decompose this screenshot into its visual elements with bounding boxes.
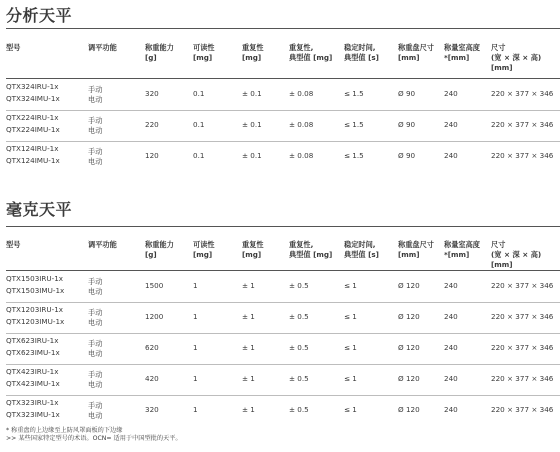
table-row — [0, 302, 560, 333]
footnotes — [6, 427, 182, 443]
header-chamber-height — [444, 43, 480, 63]
chamber-height-value: 240 — [444, 281, 458, 290]
stabilization-value: ≤ 1 — [344, 374, 357, 383]
header-line: [mg] — [193, 250, 213, 259]
table-row — [0, 79, 560, 110]
stabilization-value: ≤ 1 — [344, 312, 357, 321]
capacity-value: 320 — [145, 405, 159, 414]
header-line: [mm] — [398, 250, 420, 259]
section-top-rule — [6, 226, 560, 227]
leveling-method: 手动 — [88, 116, 103, 125]
leveling-method: 电动 — [88, 287, 103, 296]
stabilization-value: ≤ 1.5 — [344, 89, 364, 98]
chamber-height-value: 240 — [444, 405, 458, 414]
model-names — [6, 397, 60, 421]
header-repeatability — [242, 43, 264, 63]
capacity-value: 1200 — [145, 312, 164, 321]
capacity-value: 220 — [145, 120, 159, 129]
dimensions-value: 220 × 377 × 346 — [491, 312, 554, 321]
capacity-value: 320 — [145, 89, 159, 98]
table-row — [0, 141, 560, 172]
pan-size-value: Ø 120 — [398, 312, 420, 321]
header-line: [g] — [145, 53, 157, 62]
dimensions-value: 220 × 377 × 346 — [491, 89, 554, 98]
model-name: QTX323IRU-1x — [6, 398, 59, 407]
header-readability — [193, 240, 215, 260]
header-line: *[mm] — [444, 53, 470, 62]
readability-value: 1 — [193, 281, 198, 290]
model-name: QTX224IRU-1x — [6, 113, 59, 122]
header-readability — [193, 43, 215, 63]
header-chamber-height — [444, 240, 480, 260]
capacity-value: 120 — [145, 151, 159, 160]
stabilization-value: ≤ 1.5 — [344, 120, 364, 129]
model-names — [6, 366, 60, 390]
header-line: 稳定时间, — [344, 240, 376, 249]
header-dimensions — [491, 43, 541, 73]
header-line: 称量室高度 — [444, 240, 480, 249]
model-name: QTX1503IMU-1x — [6, 286, 65, 295]
header-typical-repeatability — [289, 43, 332, 63]
header-typical-repeatability — [289, 240, 332, 260]
header-capacity — [145, 43, 174, 63]
header-line: 稳定时间, — [344, 43, 376, 52]
model-names — [6, 273, 64, 297]
capacity-value: 620 — [145, 343, 159, 352]
header-stabilization — [344, 240, 379, 260]
header-line: 可读性 — [193, 43, 215, 52]
stabilization-value: ≤ 1 — [344, 343, 357, 352]
model-names — [6, 143, 60, 167]
dimensions-value: 220 × 377 × 346 — [491, 120, 554, 129]
typical-repeatability-value: ± 0.08 — [289, 151, 314, 160]
table-row — [0, 395, 560, 426]
leveling-method: 电动 — [88, 380, 103, 389]
chamber-height-value: 240 — [444, 89, 458, 98]
leveling-methods — [88, 116, 102, 136]
header-leveling: 调平功能 — [88, 240, 117, 249]
readability-value: 0.1 — [193, 120, 205, 129]
model-name: QTX423IMU-1x — [6, 379, 60, 388]
typical-repeatability-value: ± 0.5 — [289, 312, 309, 321]
typical-repeatability-value: ± 0.5 — [289, 343, 309, 352]
dimensions-value: 220 × 377 × 346 — [491, 374, 554, 383]
leveling-methods — [88, 308, 102, 328]
header-line: (宽 × 深 × 高) — [491, 53, 542, 62]
pan-size-value: Ø 90 — [398, 151, 416, 160]
chamber-height-value: 240 — [444, 151, 458, 160]
leveling-method: 手动 — [88, 370, 103, 379]
header-line: 重复性 — [242, 240, 264, 249]
model-name: QTX1203IRU-1x — [6, 305, 64, 314]
leveling-method: 电动 — [88, 411, 103, 420]
pan-size-value: Ø 120 — [398, 343, 420, 352]
model-name: QTX324IRU-1x — [6, 82, 59, 91]
leveling-methods — [88, 85, 102, 105]
header-line: 可读性 — [193, 240, 215, 249]
header-line: 称重能力 — [145, 240, 174, 249]
header-line: (宽 × 深 × 高) — [491, 250, 542, 259]
leveling-method: 电动 — [88, 349, 103, 358]
header-capacity — [145, 240, 174, 260]
header-line: 重复性, — [289, 43, 314, 52]
repeatability-value: ± 1 — [242, 405, 255, 414]
header-model: 型号 — [6, 43, 21, 52]
readability-value: 1 — [193, 374, 198, 383]
stabilization-value: ≤ 1 — [344, 281, 357, 290]
model-name: QTX224IMU-1x — [6, 125, 60, 134]
capacity-value: 420 — [145, 374, 159, 383]
header-stabilization — [344, 43, 379, 63]
leveling-method: 电动 — [88, 95, 103, 104]
header-line: [mm] — [491, 63, 513, 72]
repeatability-value: ± 1 — [242, 374, 255, 383]
dimensions-value: 220 × 377 × 346 — [491, 405, 554, 414]
dimensions-value: 220 × 377 × 346 — [491, 281, 554, 290]
readability-value: 1 — [193, 405, 198, 414]
leveling-methods — [88, 339, 102, 359]
leveling-method: 电动 — [88, 157, 103, 166]
model-name: QTX124IMU-1x — [6, 156, 60, 165]
table-row — [0, 271, 560, 302]
leveling-method: 手动 — [88, 147, 103, 156]
model-names — [6, 335, 60, 359]
leveling-method: 电动 — [88, 126, 103, 135]
header-line: [mg] — [242, 250, 262, 259]
header-line: 尺寸 — [491, 240, 506, 249]
model-name: QTX324IMU-1x — [6, 94, 60, 103]
leveling-method: 手动 — [88, 85, 103, 94]
typical-repeatability-value: ± 0.5 — [289, 374, 309, 383]
model-name: QTX423IRU-1x — [6, 367, 59, 376]
repeatability-value: ± 1 — [242, 312, 255, 321]
chamber-height-value: 240 — [444, 374, 458, 383]
header-line: 称重盘尺寸 — [398, 43, 434, 52]
dimensions-value: 220 × 377 × 346 — [491, 343, 554, 352]
leveling-methods — [88, 401, 102, 421]
chamber-height-value: 240 — [444, 343, 458, 352]
leveling-method: 手动 — [88, 308, 103, 317]
header-dimensions — [491, 240, 541, 270]
header-model: 型号 — [6, 240, 21, 249]
pan-size-value: Ø 120 — [398, 405, 420, 414]
header-leveling: 调平功能 — [88, 43, 117, 52]
pan-size-value: Ø 120 — [398, 374, 420, 383]
model-name: QTX323IMU-1x — [6, 410, 60, 419]
section-title: 毫克天平 — [6, 200, 73, 219]
header-line: 尺寸 — [491, 43, 506, 52]
pan-size-value: Ø 120 — [398, 281, 420, 290]
header-pan-size — [398, 43, 434, 63]
header-line: [mm] — [398, 53, 420, 62]
header-line: [g] — [145, 250, 157, 259]
leveling-method: 手动 — [88, 339, 103, 348]
header-line: 称重能力 — [145, 43, 174, 52]
header-line: 典型值 [mg] — [289, 250, 333, 259]
model-names — [6, 304, 64, 328]
typical-repeatability-value: ± 0.08 — [289, 120, 314, 129]
repeatability-value: ± 0.1 — [242, 120, 262, 129]
header-repeatability — [242, 240, 264, 260]
header-line: [mg] — [242, 53, 262, 62]
typical-repeatability-value: ± 0.08 — [289, 89, 314, 98]
model-name: QTX623IRU-1x — [6, 336, 59, 345]
model-names — [6, 112, 60, 136]
leveling-method: 电动 — [88, 318, 103, 327]
leveling-methods — [88, 277, 102, 297]
model-name: QTX623IMU-1x — [6, 348, 60, 357]
footnote-line: * 称重盘的上边缘至上防风罩面板的下边缘 — [6, 427, 123, 434]
pan-size-value: Ø 90 — [398, 120, 416, 129]
capacity-value: 1500 — [145, 281, 164, 290]
table-row — [0, 110, 560, 141]
model-names — [6, 81, 60, 105]
readability-value: 1 — [193, 343, 198, 352]
table-row — [0, 364, 560, 395]
header-pan-size — [398, 240, 434, 260]
readability-value: 0.1 — [193, 89, 205, 98]
leveling-method: 手动 — [88, 277, 103, 286]
model-name: QTX1203IMU-1x — [6, 317, 65, 326]
leveling-method: 手动 — [88, 401, 103, 410]
chamber-height-value: 240 — [444, 120, 458, 129]
header-line: *[mm] — [444, 250, 470, 259]
model-name: QTX124IRU-1x — [6, 144, 59, 153]
repeatability-value: ± 0.1 — [242, 89, 262, 98]
section-title: 分析天平 — [6, 6, 73, 25]
table-row — [0, 333, 560, 364]
footnote-line: >> 某些国家特定型号的术语。OCN= 适用于中国型批的天平。 — [6, 435, 182, 442]
header-line: 典型值 [mg] — [289, 53, 333, 62]
repeatability-value: ± 1 — [242, 343, 255, 352]
model-name: QTX1503IRU-1x — [6, 274, 64, 283]
header-line: 重复性, — [289, 240, 314, 249]
leveling-methods — [88, 370, 102, 390]
header-line: 典型值 [s] — [344, 53, 379, 62]
chamber-height-value: 240 — [444, 312, 458, 321]
dimensions-value: 220 × 377 × 346 — [491, 151, 554, 160]
repeatability-value: ± 1 — [242, 281, 255, 290]
header-line: [mg] — [193, 53, 213, 62]
readability-value: 0.1 — [193, 151, 205, 160]
header-line: 重复性 — [242, 43, 264, 52]
header-line: [mm] — [491, 260, 513, 269]
pan-size-value: Ø 90 — [398, 89, 416, 98]
stabilization-value: ≤ 1 — [344, 405, 357, 414]
typical-repeatability-value: ± 0.5 — [289, 281, 309, 290]
stabilization-value: ≤ 1.5 — [344, 151, 364, 160]
section-top-rule — [6, 28, 560, 29]
leveling-methods — [88, 147, 102, 167]
repeatability-value: ± 0.1 — [242, 151, 262, 160]
typical-repeatability-value: ± 0.5 — [289, 405, 309, 414]
readability-value: 1 — [193, 312, 198, 321]
header-line: 称重盘尺寸 — [398, 240, 434, 249]
header-line: 典型值 [s] — [344, 250, 379, 259]
header-line: 称量室高度 — [444, 43, 480, 52]
